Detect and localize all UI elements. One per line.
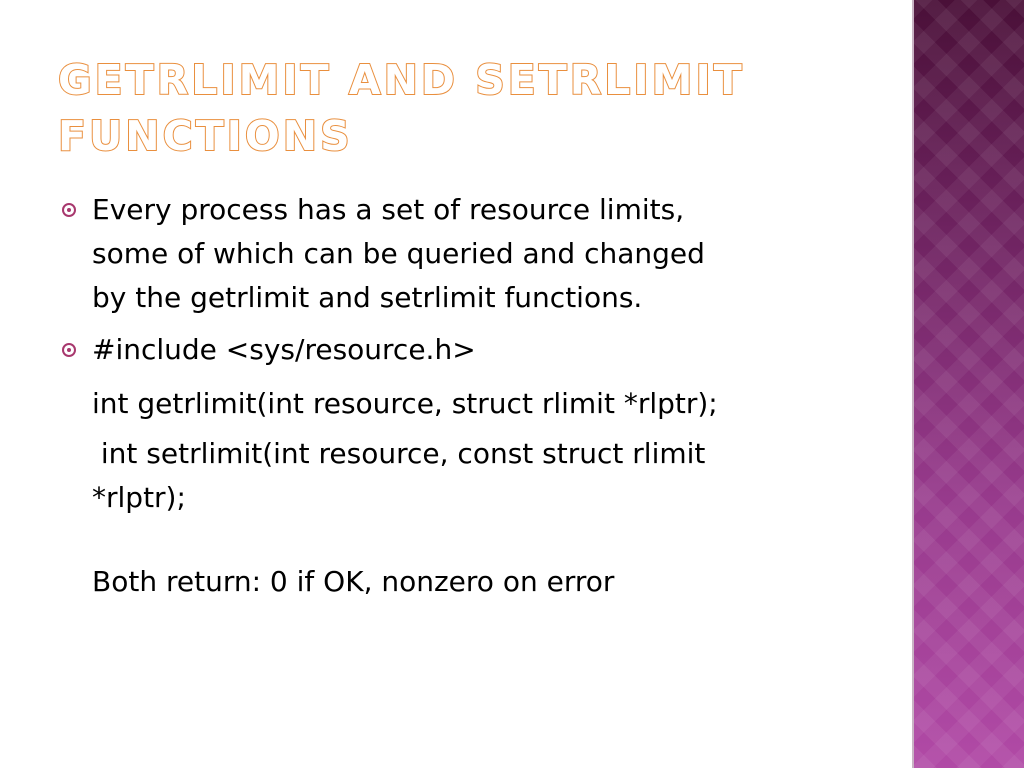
slide-body	[62, 188, 842, 604]
include-line: #include <sys/resource.h>	[92, 333, 476, 366]
slide-title	[58, 52, 818, 164]
bullet-item	[62, 188, 842, 320]
bullet-item	[62, 328, 842, 372]
circle-dot-icon	[62, 343, 76, 357]
return-note: Both return: 0 if OK, nonzero on error	[92, 565, 615, 598]
decorative-side-bar	[912, 0, 1024, 768]
spacer	[62, 520, 842, 560]
circle-dot-icon	[62, 203, 76, 217]
bullet-text-line: by the getrlimit and setrlimit functions.	[92, 281, 643, 314]
setrlimit-prototype: int setrlimit(int resource, const struct rlimit	[92, 437, 706, 470]
title-line-1: GETRLIMIT AND SETRLIMIT	[58, 56, 745, 104]
setrlimit-prototype-continued: *rlptr);	[92, 481, 186, 514]
bullet-text-line: some of which can be queried and changed	[92, 237, 705, 270]
getrlimit-prototype: int getrlimit(int resource, struct rlimit *rlptr);	[92, 387, 718, 420]
bullet-text-line: Every process has a set of resource limits,	[92, 193, 685, 226]
title-line-2: FUNCTIONS	[58, 112, 353, 160]
